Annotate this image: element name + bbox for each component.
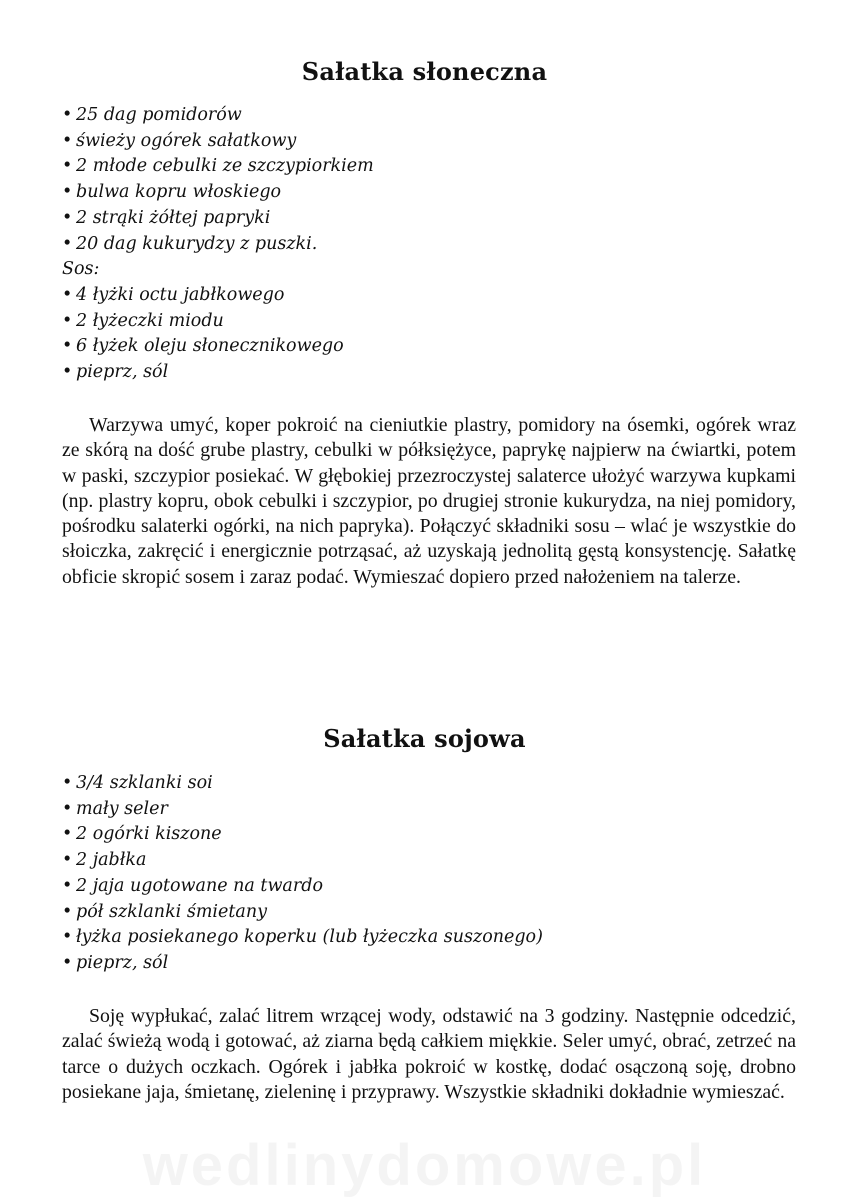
- sauce-ingredient-item: • 6 łyżek oleju słonecznikowego: [62, 334, 344, 360]
- ingredient-item: • 20 dag kukurydzy z puszki.: [62, 232, 374, 258]
- ingredient-list: [62, 771, 543, 977]
- ingredient-item: • łyżka posiekanego koperku (lub łyżeczka suszonego): [62, 925, 543, 951]
- sauce-ingredient-list: [62, 283, 344, 386]
- sauce-ingredient-item: • 4 łyżki octu jabłkowego: [62, 283, 344, 309]
- ingredient-item: • 2 strąki żółtej papryki: [62, 206, 374, 232]
- ingredient-item: • 3/4 szklanki soi: [62, 771, 543, 797]
- ingredient-item: • pieprz, sól: [62, 951, 543, 977]
- sauce-ingredient-item: • pieprz, sól: [62, 360, 344, 386]
- ingredient-item: • 2 jabłka: [62, 848, 543, 874]
- ingredient-item: • bulwa kopru włoskiego: [62, 180, 374, 206]
- sauce-label: Sos:: [62, 259, 100, 279]
- recipe-title: Sałatka słoneczna: [301, 57, 548, 86]
- watermark: [0, 1132, 849, 1199]
- recipe-instructions: Warzywa umyć, koper pokroić na cieniutkie plastry, pomidory na ósemki, ogórek wraz ze skórą na dość grube plastry, cebulki w półksiężyce, paprykę najpierw na ćwiartki, potem w paski, szczypior posiekać. W głębokiej przezroczystej salaterce ułożyć warzywa kupkami (np. plastry kopru, obok cebulki i szczypior, po drugiej stronie kukurydza, na niej pomidory, pośrodku salaterki ogórki, na nich papryka). Połączyć składniki sosu – wlać je wszystkie do słoiczka, zakręcić i energicznie potrząsać, aż uzyskają jednolitą gęstą konsystencję. Sałatkę obficie skropić sosem i zaraz podać. Wymieszać dopiero przed nałożeniem na talerze.: [62, 414, 796, 588]
- ingredient-item: • mały seler: [62, 797, 543, 823]
- ingredient-item: • pół szklanki śmietany: [62, 900, 543, 926]
- ingredient-item: • 25 dag pomidorów: [62, 103, 374, 129]
- recipe-title: Sałatka sojowa: [323, 724, 526, 753]
- ingredient-item: • świeży ogórek sałatkowy: [62, 129, 374, 155]
- ingredient-list: [62, 103, 374, 257]
- ingredient-item: • 2 ogórki kiszone: [62, 822, 543, 848]
- ingredient-item: • 2 młode cebulki ze szczypiorkiem: [62, 154, 374, 180]
- sauce-ingredient-item: • 2 łyżeczki miodu: [62, 309, 344, 335]
- ingredient-item: • 2 jaja ugotowane na twardo: [62, 874, 543, 900]
- recipe-instructions: Soję wypłukać, zalać litrem wrzącej wody, odstawić na 3 godziny. Następnie odcedzić, zalać świeżą wodą i gotować, aż ziarna będą całkiem miękkie. Seler umyć, obrać, zetrzeć na tarce o dużych oczkach. Ogórek i jabłka pokroić w kostkę, dodać osączoną soję, drobno posiekane jaja, śmietanę, zieleninę i przyprawy. Wszystkie składniki dokładnie wymieszać.: [62, 1005, 796, 1103]
